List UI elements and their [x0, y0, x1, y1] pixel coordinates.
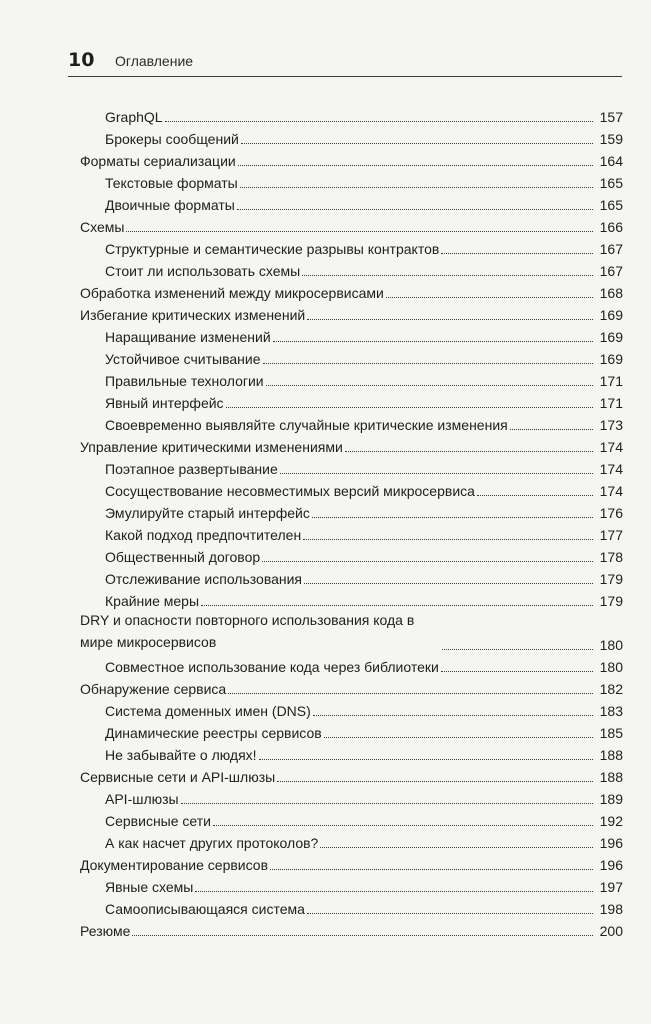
- toc-entry-page: 165: [599, 197, 623, 213]
- dot-leader: [307, 319, 593, 320]
- toc-entry: [80, 807, 623, 829]
- toc-entry: [80, 279, 623, 301]
- toc-entry-page: 167: [599, 241, 623, 257]
- toc-entry-title: Обработка изменений между микросервисами: [80, 285, 384, 301]
- toc-entry-page: 198: [599, 901, 623, 917]
- toc-entry-page: 174: [599, 461, 623, 477]
- toc-entry-page: 192: [599, 813, 623, 829]
- toc-entry-title: Эмулируйте старый интерфейс: [105, 505, 310, 521]
- toc-entry: [80, 521, 623, 543]
- toc-entry: [80, 587, 623, 609]
- toc-entry: [80, 477, 623, 499]
- toc-entry: [80, 367, 623, 389]
- toc-entry-page: 174: [599, 483, 623, 499]
- toc-entry-page: 182: [599, 681, 623, 697]
- toc-entry-page: 157: [599, 109, 623, 125]
- toc-entry: [80, 543, 623, 565]
- toc-entry: [80, 675, 623, 697]
- toc-entry-page: 179: [599, 593, 623, 609]
- toc-entry-page: 188: [599, 769, 623, 785]
- toc-entry-title: Правильные технологии: [105, 373, 264, 389]
- toc-entry: [80, 873, 623, 895]
- toc-entry-title: Обнаружение сервиса: [80, 681, 227, 697]
- toc-entry: [80, 169, 623, 191]
- dot-leader: [304, 583, 593, 584]
- toc-entry-page: 176: [599, 505, 623, 521]
- toc-entry: [80, 235, 623, 257]
- toc-entry-title: Своевременно выявляйте случайные критические изменения: [105, 417, 508, 433]
- toc-entry: [80, 455, 623, 477]
- toc-entry: [80, 345, 623, 367]
- toc-entry-page: 169: [599, 307, 623, 323]
- toc-entry-title: Не забывайте о людях!: [105, 747, 257, 763]
- toc-entry-title: Отслеживание использования: [105, 571, 303, 587]
- toc-entry-page: 174: [599, 439, 623, 455]
- dot-leader: [132, 935, 593, 936]
- toc-entry-title: Система доменных имен (DNS): [105, 703, 311, 719]
- dot-leader: [270, 869, 593, 870]
- toc-entry-title: Самоописывающаяся система: [105, 901, 305, 917]
- dot-leader: [307, 913, 593, 914]
- toc-entry-title: Наращивание изменений: [105, 329, 271, 345]
- dot-leader: [213, 825, 593, 826]
- toc-entry: [80, 411, 623, 433]
- toc-entry-page: 171: [599, 395, 623, 411]
- toc-entry-page: 166: [599, 219, 623, 235]
- toc-entry: [80, 653, 623, 675]
- toc-entry-title: Резюме: [80, 923, 131, 939]
- toc-entry: [80, 257, 623, 279]
- dot-leader: [442, 649, 593, 650]
- dot-leader: [266, 385, 593, 386]
- toc-entry-page: 180: [599, 637, 623, 653]
- toc-entry: [80, 147, 623, 169]
- dot-leader: [195, 891, 593, 892]
- toc-entry-page: 169: [599, 351, 623, 367]
- dot-leader: [313, 715, 593, 716]
- toc-entry-page: 164: [599, 153, 623, 169]
- toc-entry-page: 189: [599, 791, 623, 807]
- dot-leader: [262, 561, 593, 562]
- toc-entry-page: 169: [599, 329, 623, 345]
- dot-leader: [237, 209, 593, 210]
- toc-entry: [80, 895, 623, 917]
- toc-entry-page: 177: [599, 527, 623, 543]
- dot-leader: [280, 473, 593, 474]
- toc-entry-title: Двоичные форматы: [105, 197, 235, 213]
- toc-entry-title: DRY и опасности повторного использования кода в мире микросервисов: [80, 612, 415, 650]
- toc-entry-title: Какой подход предпочтителен: [105, 527, 302, 543]
- toc-entry: [80, 719, 623, 741]
- toc-entry-page: 197: [599, 879, 623, 895]
- dot-leader: [324, 737, 593, 738]
- table-of-contents: [80, 103, 623, 939]
- toc-entry-title: Схемы: [80, 219, 125, 235]
- toc-entry-title: Структурные и семантические разрывы контрактов: [105, 241, 440, 257]
- toc-entry-page: 188: [599, 747, 623, 763]
- toc-entry-title: Текстовые форматы: [105, 175, 238, 191]
- toc-entry: [80, 191, 623, 213]
- toc-entry: [80, 609, 623, 653]
- toc-entry-title: Общественный договор: [105, 549, 261, 565]
- dot-leader: [201, 605, 593, 606]
- toc-entry-page: 167: [599, 263, 623, 279]
- dot-leader: [345, 451, 593, 452]
- dot-leader: [277, 781, 593, 782]
- toc-entry-page: 196: [599, 857, 623, 873]
- toc-entry: [80, 125, 623, 147]
- page-number: 10: [68, 49, 95, 71]
- dot-leader: [273, 341, 593, 342]
- toc-entry-title: Управление критическими изменениями: [80, 439, 343, 455]
- toc-entry-title: Избегание критических изменений: [80, 307, 306, 323]
- toc-entry-page: 180: [599, 659, 623, 675]
- dot-leader: [303, 539, 593, 540]
- toc-entry-page: 185: [599, 725, 623, 741]
- toc-entry-title: Устойчивое считывание: [105, 351, 261, 367]
- dot-leader: [320, 847, 593, 848]
- toc-entry: [80, 565, 623, 587]
- toc-entry-title: Совместное использование кода через библиотеки: [105, 659, 439, 675]
- dot-leader: [228, 693, 593, 694]
- toc-entry-page: 173: [599, 417, 623, 433]
- toc-entry-page: 200: [599, 923, 623, 939]
- dot-leader: [312, 517, 593, 518]
- dot-leader: [240, 187, 593, 188]
- toc-entry-title: Явные схемы: [105, 879, 194, 895]
- toc-entry-page: 165: [599, 175, 623, 191]
- toc-entry: [80, 389, 623, 411]
- dot-leader: [477, 495, 593, 496]
- toc-entry-page: 196: [599, 835, 623, 851]
- dot-leader: [263, 363, 593, 364]
- toc-entry-page: 183: [599, 703, 623, 719]
- toc-entry-title: Стоит ли использовать схемы: [105, 263, 301, 279]
- dot-leader: [441, 253, 593, 254]
- toc-entry: [80, 103, 623, 125]
- toc-entry-page: 178: [599, 549, 623, 565]
- toc-entry-title: GraphQL: [105, 109, 163, 125]
- toc-entry-page: 159: [599, 131, 623, 147]
- toc-entry: [80, 433, 623, 455]
- dot-leader: [165, 121, 593, 122]
- toc-entry: [80, 763, 623, 785]
- toc-entry-page: 171: [599, 373, 623, 389]
- toc-entry: [80, 785, 623, 807]
- toc-entry: [80, 323, 623, 345]
- toc-entry: [80, 917, 623, 939]
- dot-leader: [259, 759, 593, 760]
- toc-entry: [80, 213, 623, 235]
- toc-entry-title: API-шлюзы: [105, 791, 179, 807]
- toc-entry-title: А как насчет других протоколов?: [105, 835, 319, 851]
- toc-entry-title: Сосуществование несовместимых версий микросервиса: [105, 483, 475, 499]
- toc-entry-page: 179: [599, 571, 623, 587]
- toc-entry: [80, 301, 623, 323]
- dot-leader: [510, 429, 593, 430]
- toc-entry-title: Явный интерфейс: [105, 395, 224, 411]
- dot-leader: [181, 803, 593, 804]
- dot-leader: [126, 231, 593, 232]
- toc-entry: [80, 697, 623, 719]
- toc-entry-title: Крайние меры: [105, 593, 200, 609]
- dot-leader: [441, 671, 593, 672]
- dot-leader: [226, 407, 593, 408]
- running-title: Оглавление: [115, 53, 194, 69]
- toc-entry: [80, 741, 623, 763]
- toc-entry-title: Документирование сервисов: [80, 857, 269, 873]
- dot-leader: [386, 297, 593, 298]
- toc-entry: [80, 851, 623, 873]
- toc-entry-title: Сервисные сети и API-шлюзы: [80, 769, 276, 785]
- toc-entry-title: Поэтапное развертывание: [105, 461, 278, 477]
- toc-entry-title: Брокеры сообщений: [105, 131, 239, 147]
- toc-entry: [80, 829, 623, 851]
- toc-entry-page: 168: [599, 285, 623, 301]
- toc-entry: [80, 499, 623, 521]
- dot-leader: [241, 143, 593, 144]
- dot-leader: [238, 165, 593, 166]
- toc-entry-title: Динамические реестры сервисов: [105, 725, 322, 741]
- dot-leader: [302, 275, 593, 276]
- toc-entry-title: Форматы сериализации: [80, 153, 236, 169]
- toc-entry-title: Сервисные сети: [105, 813, 211, 829]
- page-header: [68, 50, 622, 77]
